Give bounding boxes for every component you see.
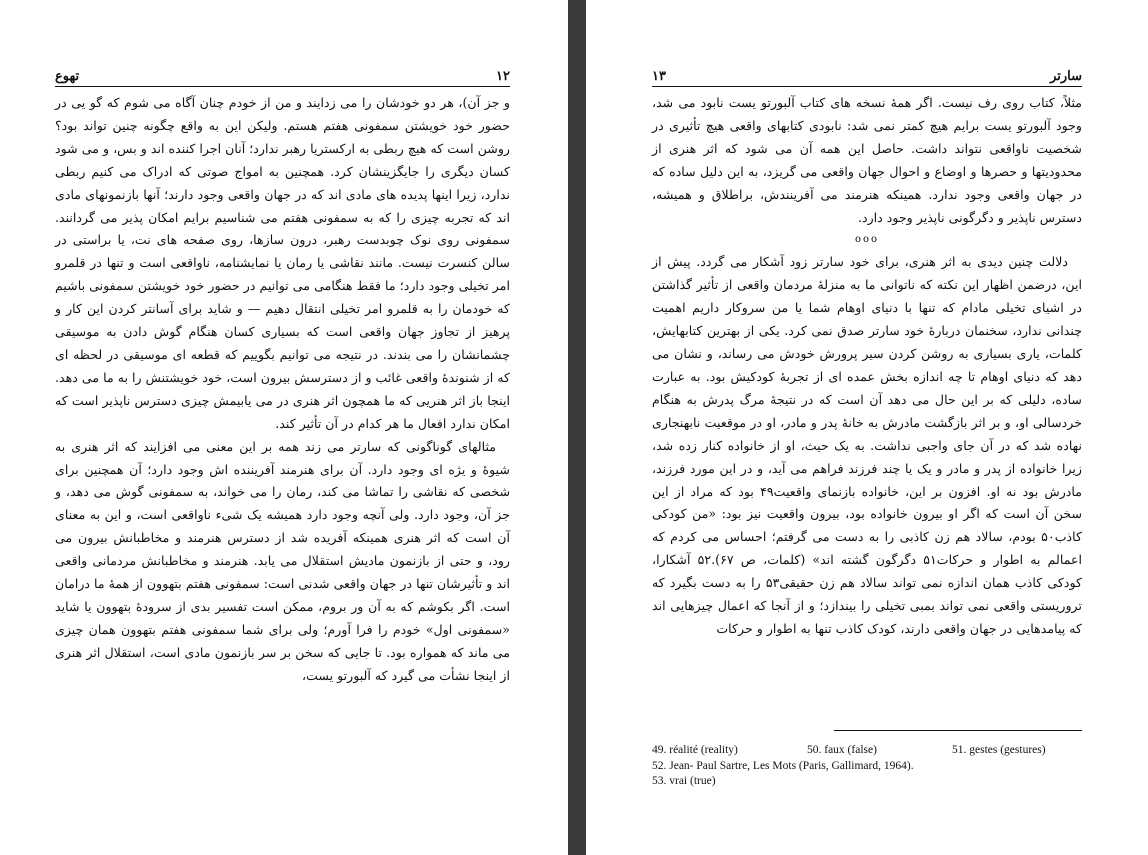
footnote-49: 49. réalité (reality) (652, 744, 738, 756)
left-page-header (55, 66, 510, 87)
section-break: ooo (854, 234, 880, 246)
left-page-number: ۱۲ (496, 69, 510, 84)
footnote-52: 52. Jean- Paul Sartre, Les Mots (Paris, Gallimard, 1964). (652, 759, 914, 772)
left-page (0, 0, 568, 855)
footnote-53: 53. vrai (true) (652, 775, 716, 788)
right-page-body (652, 92, 1082, 641)
footnote-row (652, 743, 1082, 759)
left-paragraph-1: و جز آن)، هر دو خودشان را می زدایند و من از خودم چنان آگاه می شوم که گو یی در حضور خود خویشتن سمفونی هفتم هستم. ولیکن این به واقع چگونه چنین تواند بود؟ روشن است که هیچ ربطی به ارکستریا رهبر ندارد؛ آنان اجرا کننده اند و بس، و می شود کسان دیگری را جایگزینشان کرد. همچنین به امواج صوتی که ادراک می کنیم ربطی ندارد، زیرا اینها پدیده های مادی اند که در جهان واقعی وجود دارند؛ آنها بازنمونهای مادی اند که تجربه چیزی را که به سمفونی هفتم می شناسیم برایم امکان پذیر می گردانند. سمفونی روی نوک چوبدست رهبر، درون سازها، روی صفحه های نت، یا براستی در سالن کنسرت نیست. مانند نقاشی یا رمان یا نمایشنامه، ناواقعی است و تنها در قلمرو امر تخیلی وجود دارد؛ ما فقط هنگامی می توانیم در حضور خود خویشتن سمفونی باشیم که خودمان را به قلمرو امر تخیلی انتقال دهیم — و شاید برای آسانتر کردن این کار و پرهیز از تجاوز جهان واقعی است که بسیاری کسان هنگام گوش دادن به موسیقی چشمانشان را می بندند. در نتیجه می توانیم بگوییم که قطعه ای موسیقی در لحظه ای که از شنوندهٔ واقعی غائب و از دسترسش بیرون است، خود خویشتنش را به ما می دهد. اینجا باز اثر هنریی که ما همچون اثر هنری در می یابیمش چیزی دسترس ناپذیر است که امکان ندارد افعال ما هر کدام در آن تأثیر کند. (55, 95, 510, 431)
footnote-51: 51. gestes (gestures) (952, 744, 1046, 756)
right-page-running-title: سارتر (1050, 69, 1082, 84)
left-page-body (55, 92, 510, 688)
footnote-50: 50. faux (false) (807, 744, 877, 756)
left-paragraph-2: مثالهای گوناگونی که سارتر می زند همه بر این معنی می افزایند که اثر هنری به شیوهٔ و یژه ای وجود دارد. آن برای هنرمند آفریننده اش وجود دارد؛ آن همچنین برای شخصی که نقاشی را تماشا می کند، رمان را می خواند، به سمفونی گوش می دهد، و جز آن، وجود دارد. ولی آنچه وجود دارد همیشه یک شیء ناواقعی است، و این به معنای آن است که اثر هنری همینکه آفریده شد از دسترس هنرمند و مخاطبانش بیرون می رود، و حتی از بازنمون مادیش استقلال می یابد. هنرمند و مخاطبانش مردمانی واقعی اند و تأثیرشان تنها در جهان واقعی شدنی است: سمفونی هفتم بتهوون از همهٔ ما درامان است. اگر بکوشم که به آن ور بروم، ممکن است تفسیر بدی از سرودهٔ بتهوون یا شاید «سمفونی اول» خودم را فرا آورم؛ ولی برای شما سمفونی هفتم بتهوون همان چیزی می ماند که همواره بود. تا جایی که سخن بر سر بازنمون مادی است، استقلال اثر هنری از اینجا نشأت می گیرد که آلبورتو یست، (55, 438, 510, 683)
right-paragraph-1: مثلاً، کتاب روی رف نیست. اگر همهٔ نسخه های کتاب آلبورتو یست نابود می شد، وجود آلبورتو یست برایم هیچ کمتر نمی شد: نابودی کتابهای واقعی هیچ تأثیری در شخصیت ناواقعی نتواند داشت. حاصل این همه آن می شود که اثر هنری از محدودیتها و حصرها و اوضاع و احوال جهان واقعی می گریزد، به این دلیل ساده که در جهان واقعی وجود ندارد. همینکه هنرمند می آفرینندش، براطلاق و همیشه، دسترس ناپذیر و دگرگونی ناپذیر وجود دارد. (652, 95, 1083, 225)
book-spine (568, 0, 586, 855)
footnote-divider (834, 730, 1082, 731)
right-page-header (652, 66, 1082, 87)
right-page-number: ۱۳ (652, 69, 666, 84)
left-page-running-title: تهوع (55, 69, 80, 84)
right-paragraph-2: دلالت چنین دیدی به اثر هنری، برای خود سارتر زود آشکار می گردد. پیش از این، درضمن اظهار این نکته که ناتوانی ما به منزلهٔ مردمان واقعی از تأثیر گذاشتن در اشیای تخیلی مادام که تنها با دنیای اوهام شما یا من سروکار داریم اهمیت چندانی ندارد، سخنمان دربارهٔ خود سارتر صدق نمی کرد. یکی از بهترین کتابهایش، کلمات، یاری بسیاری به روشن کردن سیر پرورش خودش می رساند، و نشان می دهد که دنیای اوهام تا چه اندازه بخش عمده ای از تجربهٔ کودکیش بود. به عبارت ساده، دلیلی که بر این حال می دهد آن است که در نتیجهٔ مرگ پدرش به هنگام خردسالی او، و بر اثر بازگشت مادرش به خانهٔ پدر و مادر، او در موقعیت نابهنجاری نهاده شد که در آن جای واجبی نداشت. به یک حیث، او از خانواده کنار زده شد، زیرا خانواده از پدر و مادر و یک یا چند فرزند فراهم می آید، و در این مورد فرزند، مادرش بود نه او. افزون بر این، خانواده بازنمای واقعیت۴۹ بود که مراد از این سخن آن است که اگر او بیرون خانواده بود، بیرون واقعیت نیز بود: «من کودکی کاذب۵۰ بودم، سالاد هم زن کاذبی را به دست می گرفتم؛ احساس می کردم که اعمالم به اطوار و حرکات۵۱ دگرگون گشته اند» (کلمات، ص ۶۷).۵۲ آشکارا، کودکی کاذب همان اندازه نمی تواند سالاد هم زن حقیقی۵۳ را به دست بگیرد که تروریستی واقعی نمی تواند بمبی تخیلی را بیندازد؛ و از آنجا که اعمال چیزهایی اند که پیامدهایی در جهان واقعی دارند، کودک کاذب تنها به اطوار و حرکات (652, 254, 1083, 636)
footnotes (652, 743, 1082, 790)
right-page (586, 0, 1148, 855)
